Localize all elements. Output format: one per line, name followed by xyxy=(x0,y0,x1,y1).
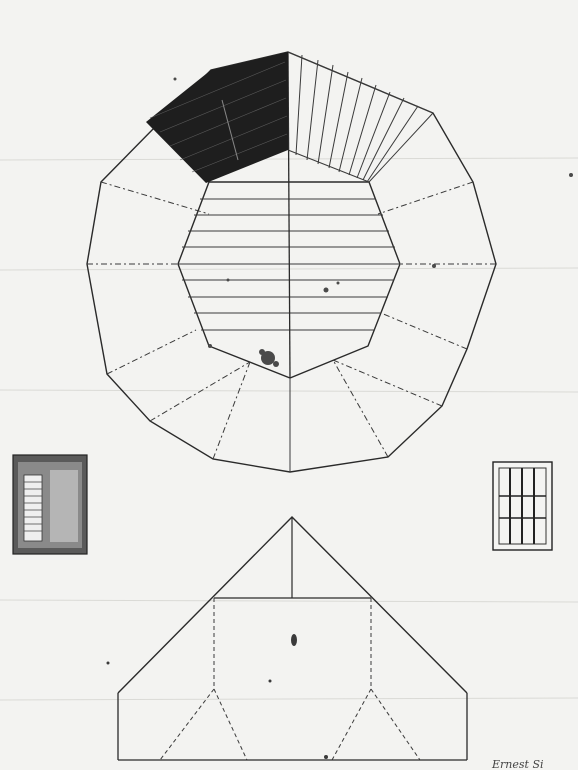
hatched-roof-sector xyxy=(146,52,288,183)
radial-dashed-lines xyxy=(87,182,496,459)
elevation-hidden-lines xyxy=(160,598,420,760)
signature-text: Ernest Si xyxy=(492,758,544,770)
rafters xyxy=(288,52,433,182)
window-detail xyxy=(493,462,552,550)
elevation-view xyxy=(107,517,468,760)
plan-view xyxy=(87,52,573,472)
outer-roof-outline xyxy=(87,52,496,472)
door-detail xyxy=(13,455,87,554)
